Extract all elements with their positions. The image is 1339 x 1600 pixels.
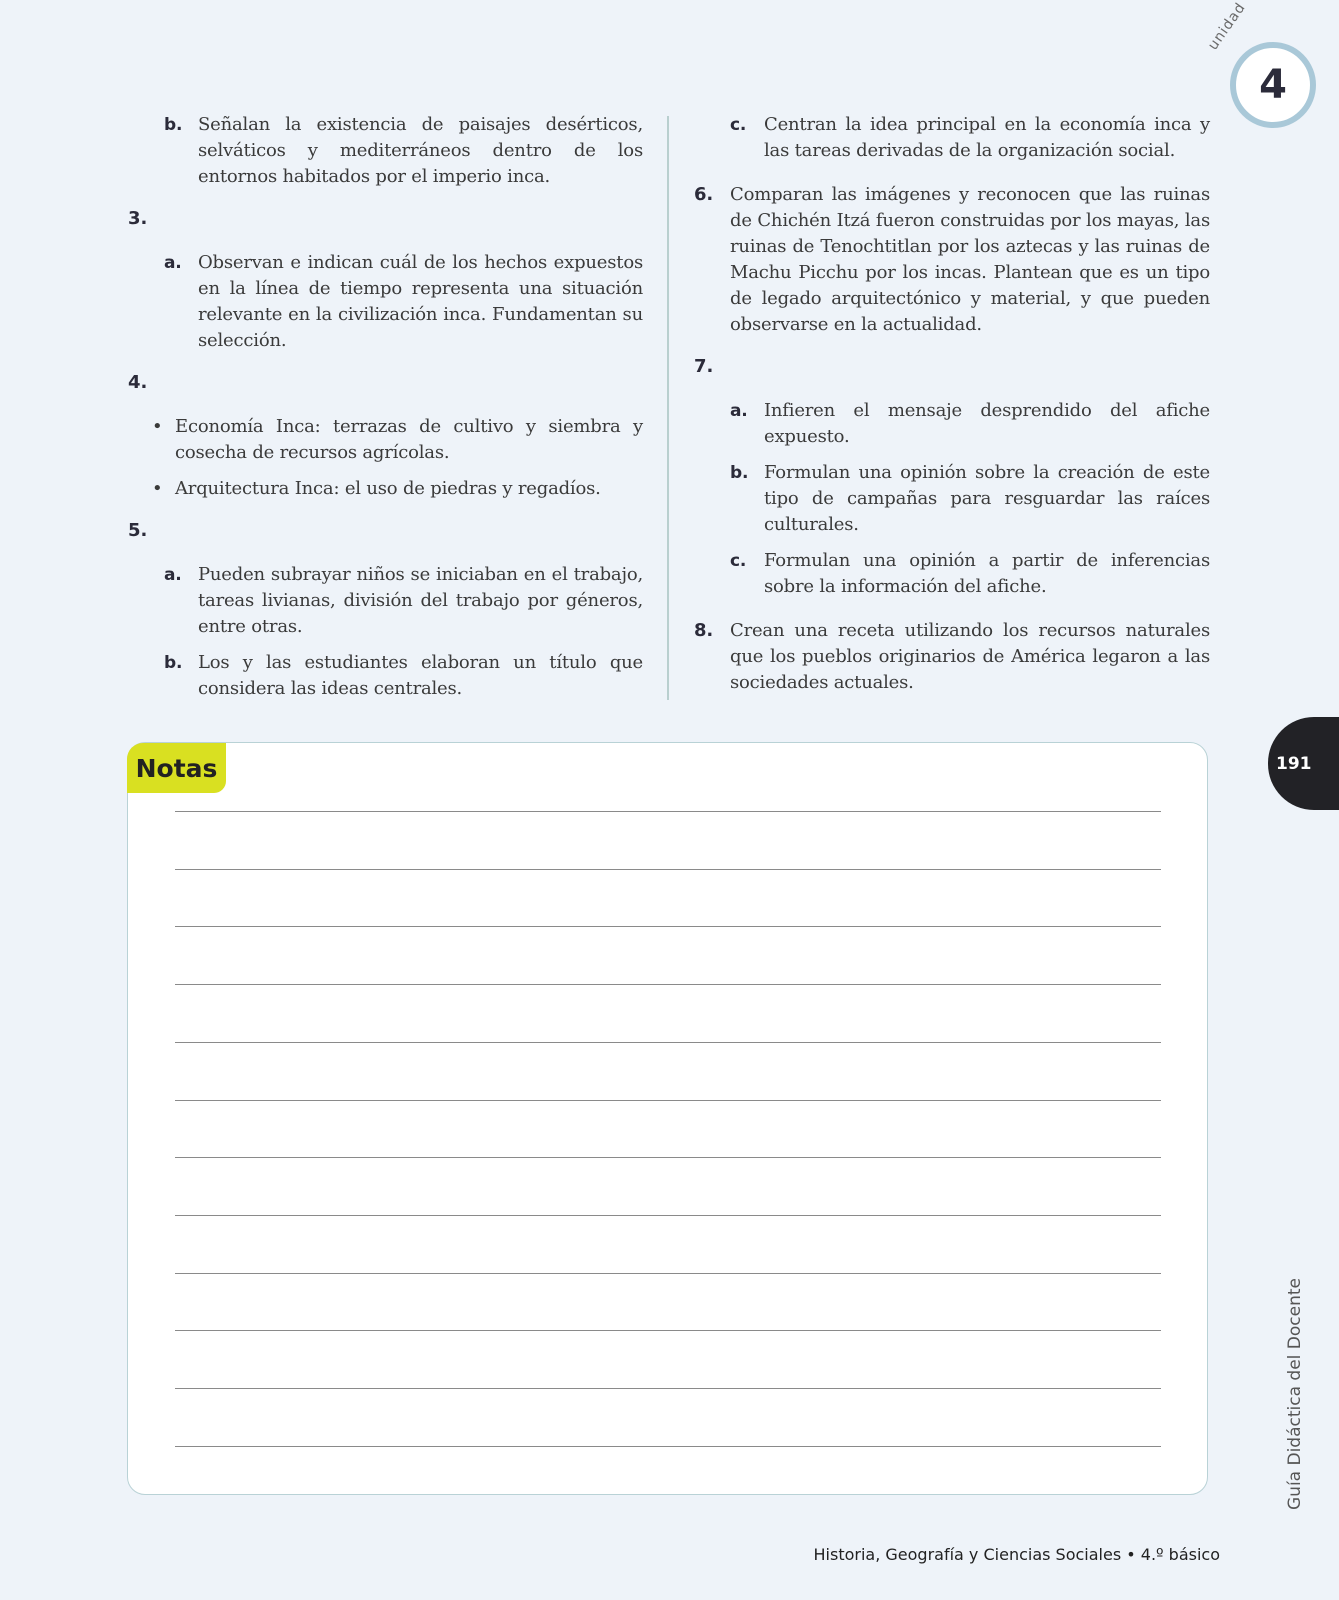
note-line: [175, 926, 1161, 927]
bullet-item: [128, 476, 643, 502]
note-line: [175, 869, 1161, 870]
item-label: c.: [730, 551, 747, 571]
side-label: Guía Didáctica del Docente: [1285, 1278, 1305, 1510]
item-number-5: 5.: [128, 520, 148, 541]
item-text: Infieren el mensaje desprendido del afiche expuesto.: [764, 400, 1210, 447]
item-text: Comparan las imágenes y reconocen que las ruinas de Chichén Itzá fueron construidas por los mayas, las ruinas de Tenochtitlan por los aztecas y las ruinas de Machu Picchu por los incas. Plantean que es un tipo de legado arquitectónico y material, y que pueden observarse en la actualidad.: [730, 184, 1210, 335]
item-8: [694, 618, 1210, 696]
item-3a: [128, 250, 643, 354]
item-label: b.: [730, 463, 749, 483]
item-text: Observan e indican cuál de los hechos expuestos en la línea de tiempo representa una situación relevante en la civilización inca. Fundamentan su selección.: [198, 252, 643, 351]
note-line: [175, 1157, 1161, 1158]
note-line: [175, 1100, 1161, 1101]
right-column: [694, 112, 1210, 706]
bullet-text: Arquitectura Inca: el uso de piedras y regadíos.: [175, 478, 601, 499]
note-line: [175, 1388, 1161, 1389]
note-line: [175, 1042, 1161, 1043]
item-text: Los y las estudiantes elaboran un título que considera las ideas centrales.: [198, 652, 643, 699]
item-5c: [694, 112, 1210, 164]
item-text: Centran la idea principal en la economía inca y las tareas derivadas de la organización social.: [764, 114, 1210, 161]
note-line: [175, 1330, 1161, 1331]
note-line: [175, 1446, 1161, 1447]
note-line: [175, 1273, 1161, 1274]
footer: Historia, Geografía y Ciencias Sociales • 4.º básico: [813, 1545, 1220, 1564]
bullet-text: Economía Inca: terrazas de cultivo y siembra y cosecha de recursos agrícolas.: [175, 416, 643, 463]
item-text: Señalan la existencia de paisajes desérticos, selváticos y mediterráneos dentro de los entornos habitados por el imperio inca.: [198, 114, 643, 187]
item-2b: [128, 112, 643, 190]
item-7c: [694, 548, 1210, 600]
notes-title: Notas: [127, 743, 226, 793]
item-text: Crean una receta utilizando los recursos naturales que los pueblos originarios de América legaron a las sociedades actuales.: [730, 620, 1210, 693]
item-label: b.: [164, 653, 183, 673]
item-label: a.: [730, 401, 748, 421]
bullet-icon: •: [152, 478, 163, 499]
item-number-3: 3.: [128, 208, 148, 229]
item-7a: [694, 398, 1210, 450]
item-7b: [694, 460, 1210, 538]
notes-box[interactable]: [127, 742, 1208, 1495]
item-number-7: 7.: [694, 356, 714, 377]
bullet-icon: •: [152, 416, 163, 437]
page-number-tab: [1268, 717, 1339, 810]
item-label: 8.: [694, 620, 713, 641]
item-label: c.: [730, 115, 747, 135]
item-5a: [128, 562, 643, 640]
column-divider: [667, 116, 669, 700]
item-label: 6.: [694, 184, 713, 205]
item-text: Formulan una opinión a partir de inferencias sobre la información del afiche.: [764, 550, 1210, 597]
item-6: [694, 182, 1210, 338]
bullet-item: [128, 414, 643, 466]
page-number: 191: [1276, 753, 1312, 774]
note-line: [175, 1215, 1161, 1216]
item-text: Formulan una opinión sobre la creación de este tipo de campañas para resguardar las raíces culturales.: [764, 462, 1210, 535]
item-label: a.: [164, 565, 182, 585]
item-text: Pueden subrayar niños se iniciaban en el trabajo, tareas livianas, división del trabajo por géneros, entre otras.: [198, 564, 643, 637]
item-5b: [128, 650, 643, 702]
unit-number: 4: [1259, 62, 1287, 108]
left-column: [128, 112, 643, 712]
note-line: [175, 984, 1161, 985]
unit-label: unidad: [1205, 0, 1250, 54]
item-number-4: 4.: [128, 372, 148, 393]
unit-badge: [1230, 42, 1316, 128]
note-line: [175, 811, 1161, 812]
item-label: a.: [164, 253, 182, 273]
item-label: b.: [164, 115, 183, 135]
